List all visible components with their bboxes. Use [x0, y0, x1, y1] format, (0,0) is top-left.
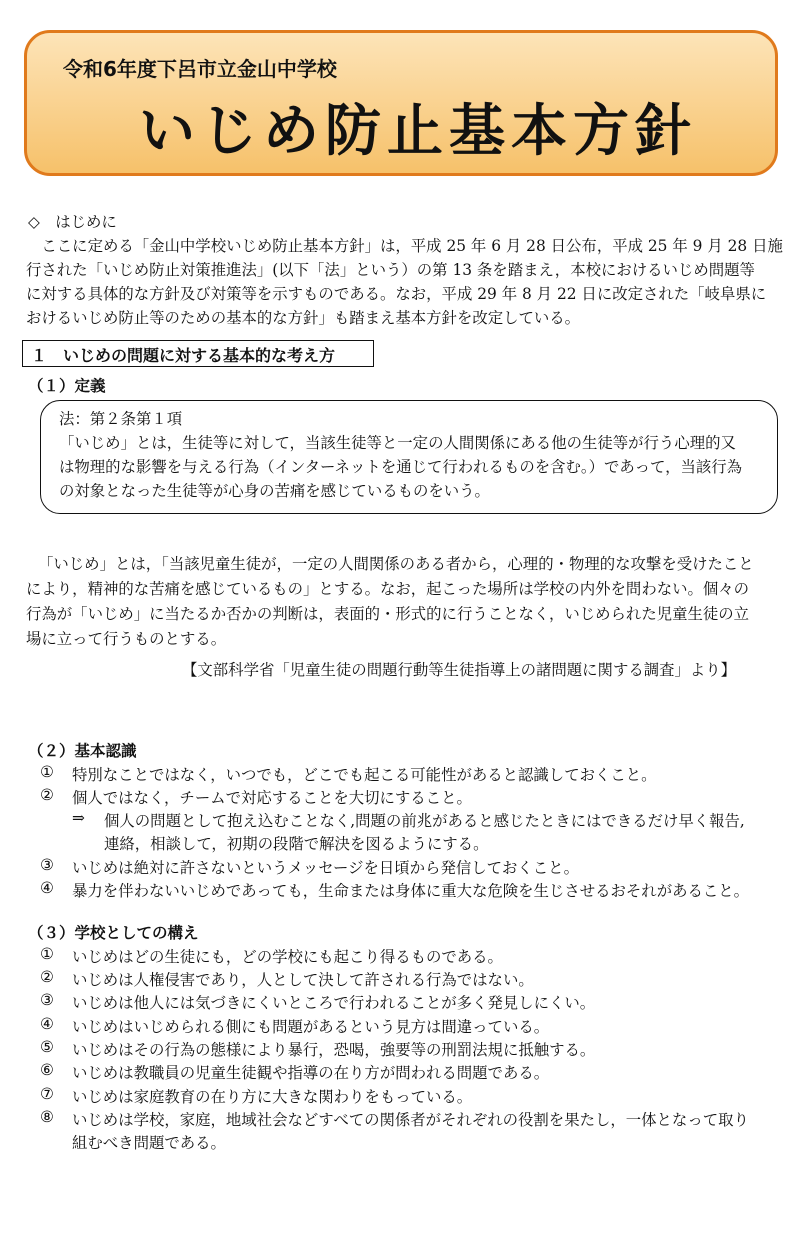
list-item: いじめは絶対に許さないというメッセージを日頃から発信しておくこと。 [72, 859, 579, 877]
list-item: いじめは学校，家庭，地域社会などすべての関係者がそれぞれの役割を果たし，一体となって取り [72, 1111, 749, 1129]
list-number: ⑤ [40, 1038, 54, 1056]
definition-line: 「いじめ」とは，「当該児童生徒が，一定の人間関係のある者から，心理的・物理的な攻撃を受けたこと [38, 555, 754, 573]
law-line: の対象となった生徒等が心身の苦痛を感じているものをいう。 [59, 482, 490, 500]
list-number: ③ [40, 991, 54, 1009]
list-item: いじめはいじめられる側にも問題があるという見方は間違っている。 [72, 1018, 550, 1036]
list-item: いじめは他人には気づきにくいところで行われることが多く発見しにくい。 [72, 994, 596, 1012]
list-number: ⑧ [40, 1108, 54, 1126]
intro-heading: ◇ はじめに [28, 213, 117, 231]
list-number: ④ [40, 879, 54, 897]
list-item: 組むべき問題である。 [72, 1134, 226, 1152]
subheading-school-stance: （３）学校としての構え [28, 924, 199, 942]
law-quote-box [40, 400, 778, 514]
list-number: ⑥ [40, 1061, 54, 1079]
section1-heading: １ いじめの問題に対する基本的な考え方 [31, 346, 336, 365]
list-number: ② [40, 968, 54, 986]
list-item: 個人の問題として抱え込むことなく,問題の前兆があると感じたときにはできるだけ早く報告, [104, 812, 745, 830]
school-name: 令和6年度下呂市立金山中学校 [63, 57, 337, 81]
intro-line: おけるいじめ防止等のための基本的な方針」も踏まえ基本方針を改定している。 [26, 309, 581, 327]
list-number: ① [40, 763, 54, 781]
list-number: ④ [40, 1015, 54, 1033]
law-line: は物理的な影響を与える行為（インターネットを通じて行われるものを含む。）であって，当該行為 [59, 458, 743, 476]
list-item: 暴力を伴わないいじめであっても，生命または身体に重大な危険を生じさせるおそれがあること。 [72, 882, 750, 900]
list-item: いじめはその行為の態様により暴行，恐喝，強要等の刑罰法規に抵触する。 [72, 1041, 596, 1059]
title-banner [24, 30, 778, 176]
intro-line: 行された「いじめ防止対策推進法」(以下「法」という）の第 13 条を踏まえ，本校におけるいじめ問題等 [26, 261, 755, 279]
source-citation: 【文部科学省「児童生徒の問題行動等生徒指導上の諸問題に関する調査」より】 [182, 661, 737, 679]
subheading-definition: （１）定義 [28, 377, 106, 395]
list-item: いじめは家庭教育の在り方に大きな関わりをもっている。 [72, 1088, 473, 1106]
list-number: ② [40, 786, 54, 804]
list-item: いじめは人権侵害であり，人として決して許される行為ではない。 [72, 971, 534, 989]
list-item: 連絡，相談して，初期の段階で解決を図るようにする。 [104, 835, 489, 853]
list-number: ① [40, 945, 54, 963]
intro-line: ここに定める「金山中学校いじめ防止基本方針」は，平成 25 年 6 月 28 日公布，平成 25 年 9 月 28 日施 [26, 237, 783, 255]
list-number: ⑦ [40, 1085, 54, 1103]
list-item: いじめは教職員の児童生徒観や指導の在り方が問われる問題である。 [72, 1064, 550, 1082]
definition-line: 場に立って行うものとする。 [26, 630, 227, 648]
definition-line: により，精神的な苦痛を感じているもの」とする。なお，起こった場所は学校の内外を問わない。個々の [26, 580, 750, 598]
definition-line: 行為が「いじめ」に当たるか否かの判断は，表面的・形式的に行うことなく，いじめられた児童生徒の立 [26, 605, 750, 623]
list-item: 個人ではなく，チームで対応することを大切にすること。 [72, 789, 472, 807]
intro-line: に対する具体的な方針及び対策等を示すものである。なお，平成 29 年 8 月 22 日に改定された「岐阜県に [26, 285, 767, 303]
subheading-basic-recognition: （２）基本認識 [28, 742, 137, 760]
list-item: いじめはどの生徒にも，どの学校にも起こり得るものである。 [72, 948, 503, 966]
list-item: 特別なことではなく，いつでも，どこでも起こる可能性があると認識しておくこと。 [72, 766, 657, 784]
law-line: 「いじめ」とは，生徒等に対して，当該生徒等と一定の人間関係にある他の生徒等が行う心理的又 [59, 434, 736, 452]
document-title: いじめ防止基本方針 [139, 98, 697, 164]
section1-heading-box [22, 340, 374, 367]
law-line: 法：第２条第１項 [59, 410, 183, 428]
arrow-marker: ⇒ [72, 809, 85, 827]
list-number: ③ [40, 856, 54, 874]
